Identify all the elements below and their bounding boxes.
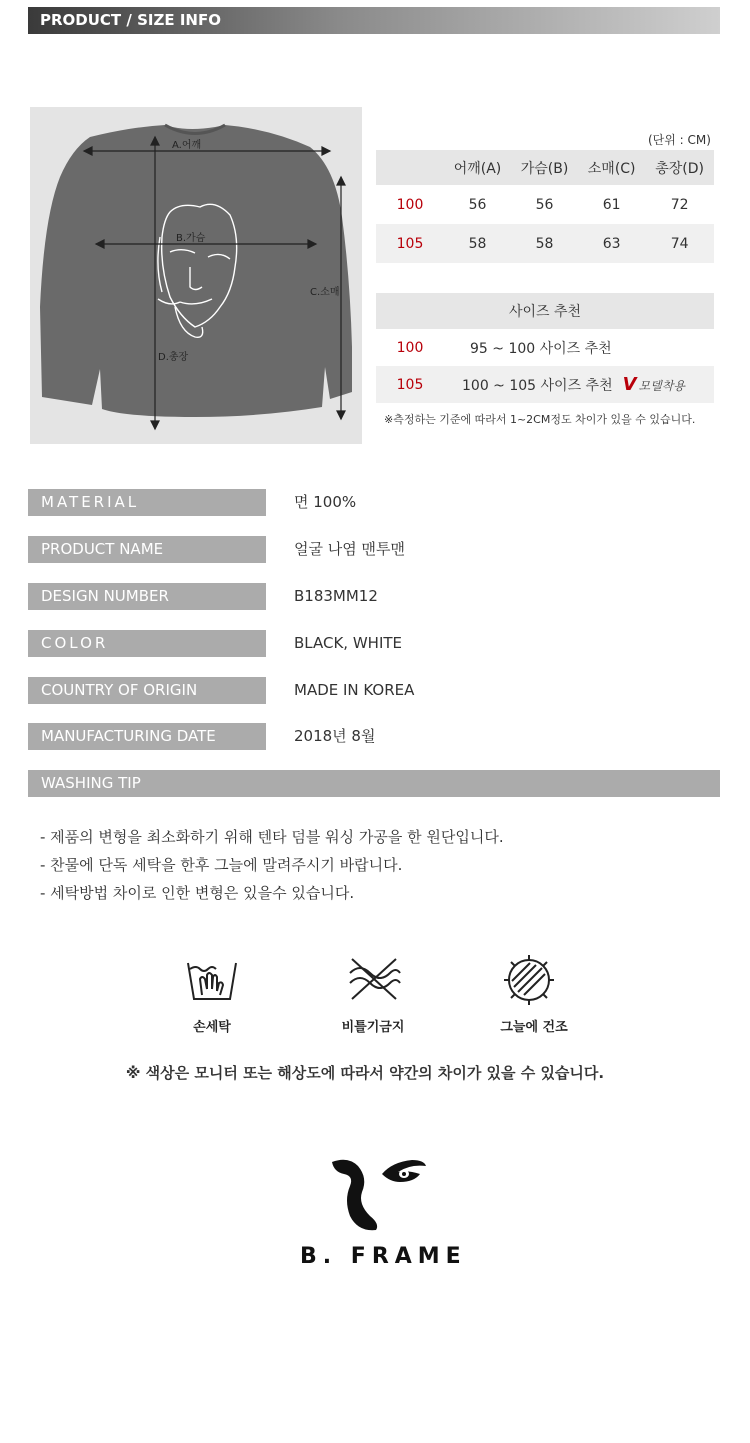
hand-wash-icon — [184, 955, 240, 1005]
info-label-country: COUNTRY OF ORIGIN — [28, 677, 266, 704]
info-value-date: 2018년 8월 — [294, 727, 376, 745]
size-col-blank — [376, 150, 444, 185]
brand-name: B. FRAME — [300, 1244, 467, 1269]
value-cell: 56 — [535, 196, 554, 213]
tip-line: - 제품의 변형을 최소화하기 위해 텐타 덤블 워싱 가공을 한 원단입니다. — [40, 828, 504, 846]
info-value-country: MADE IN KOREA — [294, 681, 415, 699]
info-label-date: MANUFACTURING DATE — [28, 723, 266, 750]
tip-line: - 세탁방법 차이로 인한 변형은 있을수 있습니다. — [40, 884, 355, 902]
washing-tip-header: WASHING TIP — [28, 770, 720, 797]
no-wring-label: 비틀기금지 — [341, 1020, 405, 1035]
value-cell: 61 — [602, 196, 621, 213]
info-label-color: COLOR — [28, 630, 266, 657]
no-wring-icon — [344, 955, 404, 1003]
value-cell: 74 — [645, 224, 714, 263]
measurement-note: ※측정하는 기준에 따라서 1~2CM정도 차이가 있을 수 있습니다. — [384, 413, 696, 426]
table-row — [376, 224, 714, 263]
shade-dry-icon — [502, 953, 558, 1007]
size-col-length: 총장(D) — [645, 150, 714, 185]
size-recommend-table — [376, 293, 714, 403]
size-cell: 105 — [376, 366, 444, 403]
info-label-material: MATERIAL — [28, 489, 266, 516]
value-cell: 63 — [578, 224, 645, 263]
brand-logo-icon — [328, 1152, 428, 1234]
hand-wash-label: 손세탁 — [193, 1020, 231, 1035]
table-row — [376, 329, 714, 366]
info-label-design-number: DESIGN NUMBER — [28, 583, 266, 610]
recommend-text: 95 ~ 100 사이즈 추천 — [470, 340, 612, 357]
value-cell: 58 — [511, 224, 578, 263]
value-cell: 58 — [444, 224, 511, 263]
size-col-chest: 가슴(B) — [511, 150, 578, 185]
size-cell: 100 — [396, 339, 424, 356]
value-cell: 72 — [670, 196, 689, 213]
size-cell: 100 — [396, 196, 424, 213]
model-wearing-label: 모델착용 — [638, 379, 685, 393]
table-row — [376, 366, 714, 403]
label-sleeve: C.소매 — [310, 287, 340, 298]
size-cell: 105 — [376, 224, 444, 263]
recommend-text — [444, 329, 714, 366]
info-value-material: 면 100% — [294, 493, 357, 511]
value-cell: 56 — [468, 196, 487, 213]
size-col-shoulder: 어깨(A) — [444, 150, 511, 185]
label-length: D.총장 — [158, 352, 189, 363]
recommend-title: 사이즈 추천 — [376, 293, 714, 329]
size-table — [376, 150, 714, 263]
info-value-design-number: B183MM12 — [294, 587, 378, 605]
unit-label: (단위 : CM) — [648, 133, 711, 147]
color-disclaimer: ※ 색상은 모니터 또는 해상도에 따라서 약간의 차이가 있을 수 있습니다. — [125, 1064, 605, 1082]
label-shoulder: A.어깨 — [172, 140, 202, 151]
size-table-header — [376, 150, 714, 185]
size-col-sleeve: 소매(C) — [578, 150, 645, 185]
tip-line: - 찬물에 단독 세탁을 한후 그늘에 말려주시기 바랍니다. — [40, 856, 403, 874]
shade-dry-label: 그늘에 건조 — [500, 1020, 568, 1035]
info-value-product-name: 얼굴 나염 맨투맨 — [294, 540, 405, 558]
recommend-text: 100 ~ 105 사이즈 추천 — [462, 378, 613, 394]
washing-tips — [40, 823, 504, 907]
product-image — [30, 107, 362, 444]
check-mark-icon: V — [622, 374, 637, 395]
recommend-text-cell — [444, 366, 714, 403]
info-label-product-name: PRODUCT NAME — [28, 536, 266, 563]
label-chest: B.가슴 — [176, 233, 206, 244]
table-row — [376, 185, 714, 224]
info-value-color: BLACK, WHITE — [294, 634, 403, 652]
section-header-product-size: PRODUCT / SIZE INFO — [28, 7, 720, 34]
